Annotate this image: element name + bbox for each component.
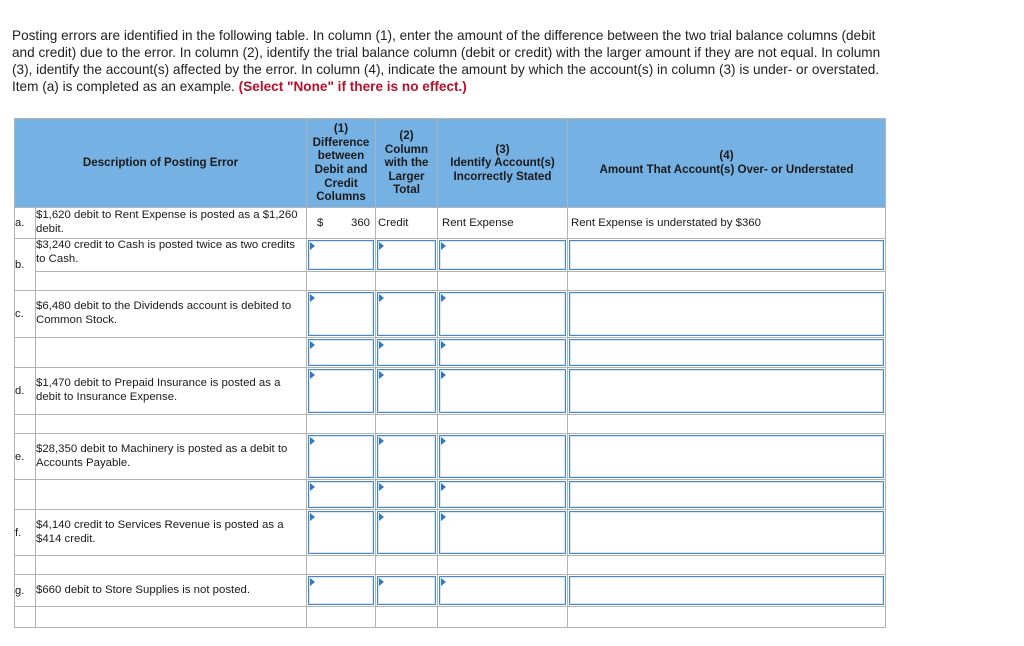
amount-input[interactable]	[569, 576, 884, 605]
empty-cell	[438, 556, 568, 575]
account-select-cell	[438, 575, 568, 607]
amount-input[interactable]	[569, 511, 884, 554]
account-select-cell	[438, 510, 568, 556]
difference-input-cell	[307, 480, 376, 510]
instructions	[12, 27, 892, 95]
amount-input[interactable]	[569, 435, 884, 478]
row-letter: c.	[15, 291, 36, 338]
empty-cell	[307, 607, 376, 628]
amount-input-cell	[568, 480, 886, 510]
empty-cell	[36, 556, 307, 575]
account-select-cell	[438, 480, 568, 510]
difference-input-cell	[307, 575, 376, 607]
amount-input-cell	[568, 338, 886, 368]
dropdown-marker-icon	[310, 483, 315, 491]
empty-cell	[438, 607, 568, 628]
empty-cell	[15, 607, 36, 628]
empty-cell	[307, 272, 376, 291]
account-select[interactable]	[439, 435, 566, 478]
header-col1-line: (1)	[333, 122, 349, 136]
dropdown-marker-icon	[441, 483, 446, 491]
amount-input-cell	[568, 434, 886, 480]
table-row-c-extra	[15, 338, 886, 368]
amount-input-cell	[568, 575, 886, 607]
dropdown-marker-icon	[310, 371, 315, 379]
header-col3-line: Incorrectly Stated	[453, 169, 552, 183]
difference-input[interactable]	[308, 481, 374, 508]
column-select-cell	[376, 575, 438, 607]
row-letter: g.	[15, 575, 36, 607]
row-description: $1,620 debit to Rent Expense is posted as a $1,260 debit.	[36, 208, 307, 239]
row-description: $4,140 credit to Services Revenue is posted as a $414 credit.	[36, 510, 307, 556]
row-letter: a.	[15, 208, 36, 239]
row-description: $28,350 debit to Machinery is posted as a debit to Accounts Payable.	[36, 434, 307, 480]
currency-symbol: $	[317, 217, 324, 229]
dropdown-marker-icon	[310, 578, 315, 586]
table-row-g	[15, 575, 886, 607]
column-select[interactable]	[377, 435, 436, 478]
header-col3	[438, 119, 568, 208]
column-select[interactable]	[377, 369, 436, 413]
empty-cell	[376, 272, 438, 291]
difference-input-cell	[307, 434, 376, 480]
difference-input-cell	[307, 510, 376, 556]
empty-cell	[568, 607, 886, 628]
table-row-d	[15, 368, 886, 415]
header-col2-line: with the	[384, 156, 429, 170]
example-account: Rent Expense	[442, 217, 514, 229]
empty-cell	[376, 607, 438, 628]
dropdown-marker-icon	[310, 513, 315, 521]
account-select-cell	[438, 338, 568, 368]
table-row-f	[15, 510, 886, 556]
dropdown-marker-icon	[441, 513, 446, 521]
dropdown-marker-icon	[441, 242, 446, 250]
header-row	[15, 119, 886, 208]
empty-cell	[376, 415, 438, 434]
account-select[interactable]	[439, 369, 566, 413]
amount-input[interactable]	[569, 292, 884, 336]
empty-cell	[15, 556, 36, 575]
account-select-cell	[438, 368, 568, 415]
table-row-g-extra	[15, 607, 886, 628]
difference-input-cell	[307, 368, 376, 415]
table-row-e	[15, 434, 886, 480]
account-select[interactable]	[439, 339, 566, 366]
dropdown-marker-icon	[379, 513, 384, 521]
dropdown-marker-icon	[379, 341, 384, 349]
row-letter: b.	[15, 239, 36, 291]
instructions-highlight: (Select "None" if there is no effect.)	[238, 79, 467, 94]
table-row-e-extra	[15, 480, 886, 510]
column-select-cell	[376, 368, 438, 415]
difference-input[interactable]	[308, 576, 374, 605]
empty-cell	[307, 556, 376, 575]
account-select[interactable]	[439, 481, 566, 508]
dropdown-marker-icon	[441, 437, 446, 445]
account-select[interactable]	[439, 240, 566, 270]
dropdown-marker-icon	[379, 371, 384, 379]
header-col2	[376, 119, 438, 208]
header-col1-line: Columns	[316, 190, 366, 204]
column-select[interactable]	[377, 240, 436, 270]
header-col1-line: Credit	[324, 176, 358, 190]
header-col1	[307, 119, 376, 208]
difference-input-cell	[307, 338, 376, 368]
dropdown-marker-icon	[379, 242, 384, 250]
empty-cell	[36, 415, 307, 434]
column-select[interactable]	[377, 292, 436, 336]
dropdown-marker-icon	[441, 294, 446, 302]
amount-input[interactable]	[569, 339, 884, 366]
empty-cell	[376, 556, 438, 575]
header-col1-line: Difference	[312, 135, 370, 149]
empty-cell	[307, 415, 376, 434]
header-col2-line: (2)	[399, 129, 414, 143]
example-column: Credit	[378, 217, 409, 229]
empty-cell	[568, 272, 886, 291]
account-select[interactable]	[439, 576, 566, 605]
header-col2-line: Total	[393, 183, 420, 197]
empty-cell	[36, 272, 307, 291]
header-col1-line: Debit and	[314, 163, 368, 176]
difference-input[interactable]	[308, 369, 374, 413]
header-col3-line: Identify Account(s)	[450, 156, 555, 170]
header-col4-line: (4)	[719, 149, 734, 163]
column-select-cell	[376, 239, 438, 272]
row-description: $6,480 debit to the Dividends account is debited to Common Stock.	[36, 291, 307, 338]
amount-input-cell	[568, 291, 886, 338]
empty-cell	[36, 607, 307, 628]
account-select-cell	[438, 239, 568, 272]
row-letter: f.	[15, 510, 36, 556]
dropdown-marker-icon	[379, 294, 384, 302]
table-row-b-extra	[15, 272, 886, 291]
header-col3-line: (3)	[495, 142, 510, 156]
dropdown-marker-icon	[310, 242, 315, 250]
difference-input[interactable]	[308, 339, 374, 366]
difference-input[interactable]	[308, 511, 374, 554]
amount-input-cell	[568, 510, 886, 556]
empty-cell	[568, 556, 886, 575]
account-select-cell	[438, 291, 568, 338]
amount-input[interactable]	[569, 240, 884, 270]
dropdown-marker-icon	[441, 578, 446, 586]
empty-cell	[36, 480, 307, 510]
instructions-text: Posting errors are identified in the following table. In column (1), enter the amount of the difference between the two trial balance columns (debit and credit) due to the error. In column (2), identify the trial balance column (debit or credit) with the larger amount if they are not equal. In column (3), identify the account(s) affected by the error. In column (4), indicate the amount by which the account(s) in column (3) is under- or overstated. Item (a) is completed as an example.	[12, 28, 881, 94]
header-col1-line: between	[317, 149, 365, 163]
example-difference: 360	[350, 217, 370, 229]
header-col4-line: Amount That Account(s) Over- or Understated	[599, 163, 854, 176]
header-col4	[568, 119, 886, 208]
empty-cell	[568, 415, 886, 434]
amount-input-cell	[568, 239, 886, 272]
difference-input[interactable]	[308, 240, 374, 270]
empty-cell	[438, 272, 568, 291]
column-select[interactable]	[377, 339, 436, 366]
empty-cell	[15, 480, 36, 510]
dropdown-marker-icon	[310, 341, 315, 349]
row-description: $660 debit to Store Supplies is not posted.	[36, 575, 307, 607]
row-description: $3,240 credit to Cash is posted twice as two credits to Cash.	[36, 239, 307, 272]
row-letter: d.	[15, 368, 36, 415]
header-description: Description of Posting Error	[15, 119, 307, 208]
example-column-cell	[376, 208, 438, 239]
table-row-d-extra	[15, 415, 886, 434]
dropdown-marker-icon	[379, 483, 384, 491]
column-select[interactable]	[377, 511, 436, 554]
column-select[interactable]	[377, 576, 436, 605]
example-difference-cell	[307, 208, 376, 239]
column-select-cell	[376, 338, 438, 368]
posting-errors-table	[14, 118, 886, 628]
difference-input[interactable]	[308, 435, 374, 478]
column-select-cell	[376, 510, 438, 556]
empty-cell	[15, 415, 36, 434]
amount-input-cell	[568, 368, 886, 415]
amount-input[interactable]	[569, 369, 884, 413]
account-select[interactable]	[439, 511, 566, 554]
example-amount: Rent Expense is understated by $360	[571, 217, 761, 229]
table-row-a	[15, 208, 886, 239]
difference-input-cell	[307, 291, 376, 338]
column-select-cell	[376, 291, 438, 338]
table-row-b	[15, 239, 886, 272]
dropdown-marker-icon	[379, 578, 384, 586]
dropdown-marker-icon	[379, 437, 384, 445]
difference-input-cell	[307, 239, 376, 272]
row-description: $1,470 debit to Prepaid Insurance is posted as a debit to Insurance Expense.	[36, 368, 307, 415]
example-account-cell	[438, 208, 568, 239]
column-select-cell	[376, 434, 438, 480]
dropdown-marker-icon	[310, 437, 315, 445]
column-select-cell	[376, 480, 438, 510]
column-select[interactable]	[377, 481, 436, 508]
dropdown-marker-icon	[441, 341, 446, 349]
empty-cell	[438, 415, 568, 434]
dropdown-marker-icon	[310, 294, 315, 302]
account-select-cell	[438, 434, 568, 480]
empty-cell	[36, 338, 307, 368]
header-col2-line: Larger	[388, 169, 425, 183]
dropdown-marker-icon	[441, 371, 446, 379]
row-letter: e.	[15, 434, 36, 480]
table-row-f-extra	[15, 556, 886, 575]
example-amount-cell	[568, 208, 886, 239]
difference-input[interactable]	[308, 292, 374, 336]
empty-cell	[15, 338, 36, 368]
header-col2-line: Column	[384, 142, 429, 156]
account-select[interactable]	[439, 292, 566, 336]
amount-input[interactable]	[569, 481, 884, 508]
table-row-c	[15, 291, 886, 338]
